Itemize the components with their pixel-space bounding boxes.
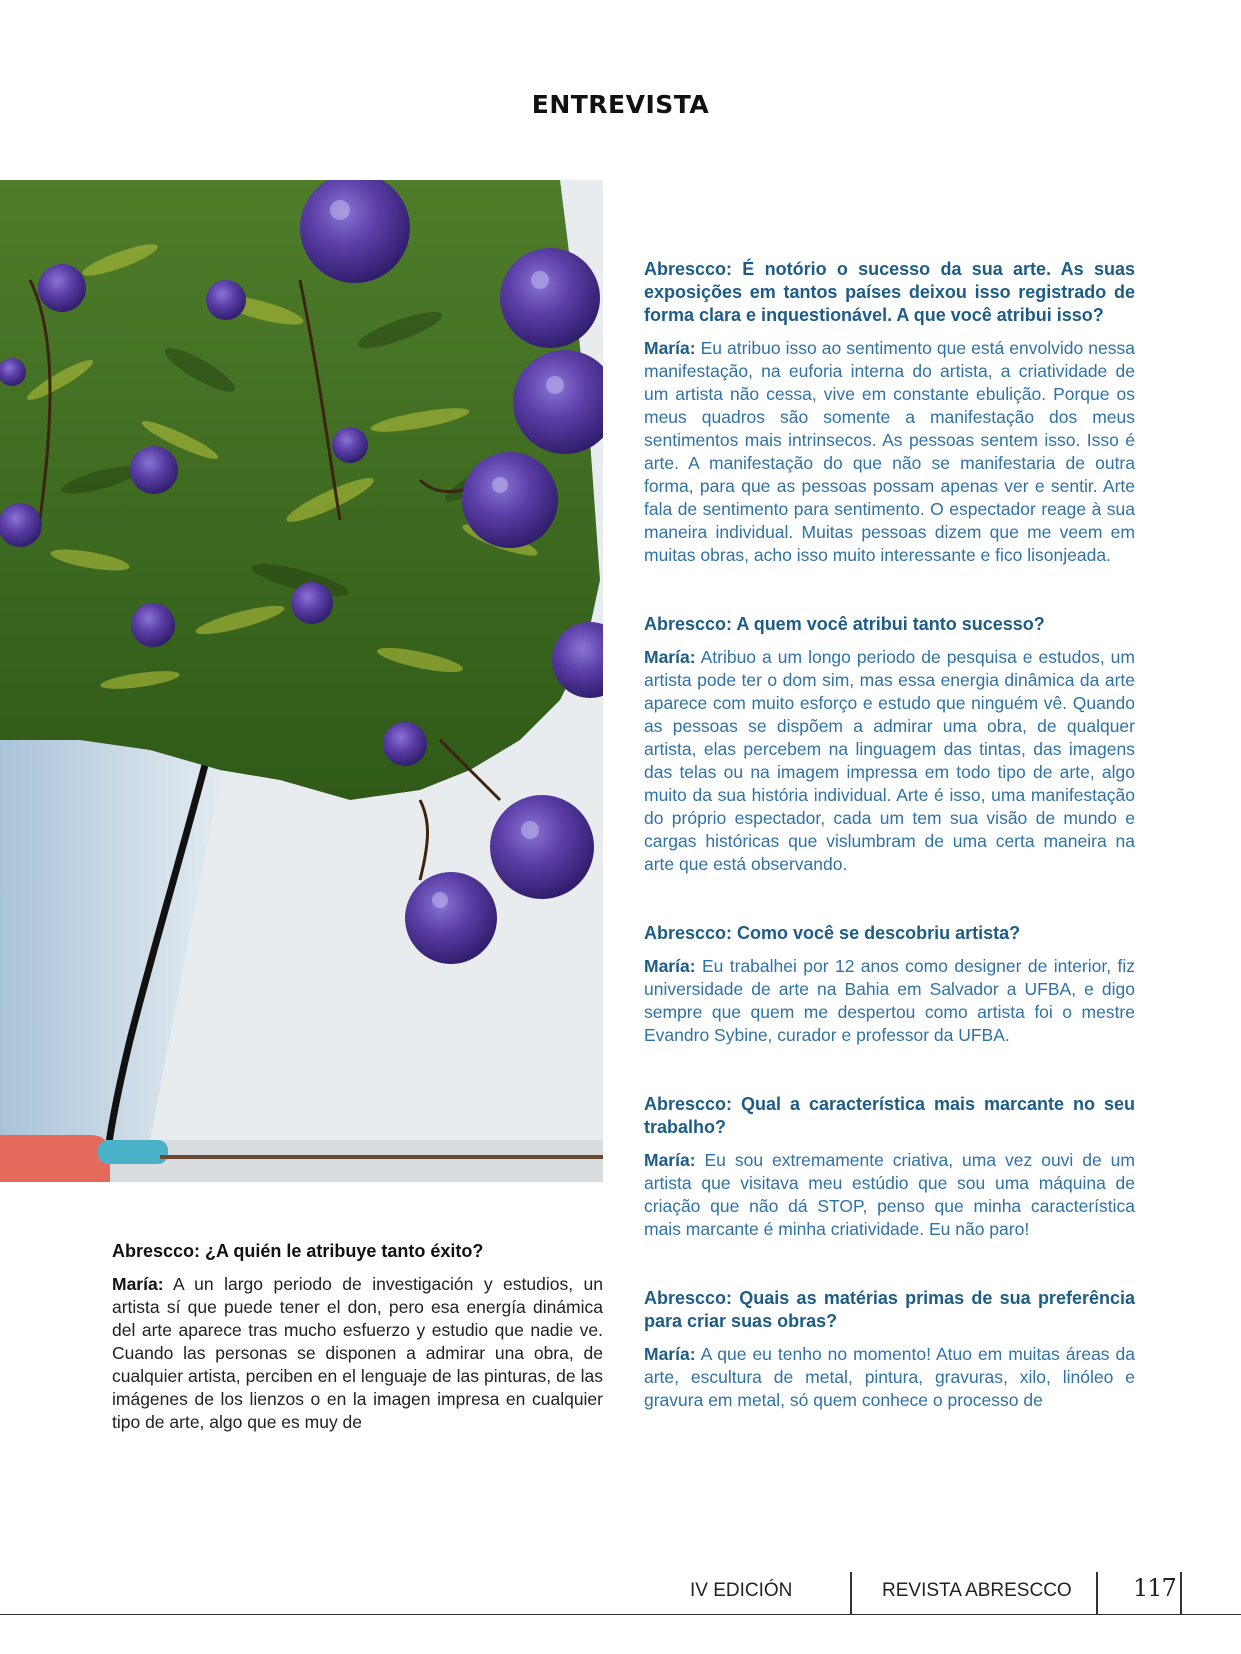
interview-answer: [644, 337, 1135, 567]
qa-block: [112, 1240, 603, 1434]
footer-magazine: REVISTA ABRESCCO: [882, 1580, 1072, 1601]
footer-divider: [1096, 1572, 1098, 1614]
interview-question: Abrescco: Como você se descobriu artista?: [644, 923, 1021, 943]
qa-block: [644, 258, 1135, 567]
speaker-label: María:: [112, 1274, 164, 1294]
speaker-label: María:: [644, 1150, 696, 1170]
answer-text: A un largo periodo de investigación y estudios, un artista sí que puede tener el don, pero esa energía dinámica del arte aparece tras mucho esfuerzo y estudio que nadie ve. Cuando las personas se disponen a admirar una obra, de cualquier artista, perciben en el lenguaje de las pinturas, de las imágenes de los lienzos o en la imagen impresa en cualquier tipo de arte, algo que es muy de: [112, 1274, 603, 1432]
left-column: [112, 1240, 603, 1434]
answer-text: A que eu tenho no momento! Atuo em muitas áreas da arte, escultura de metal, pintura, gravuras, xilo, linóleo e gravura em metal, só quem conhece o processo de: [644, 1344, 1136, 1410]
interview-answer: [644, 646, 1135, 876]
footer-divider: [850, 1572, 852, 1614]
interview-question: Abrescco: ¿A quién le atribuye tanto éxito?: [112, 1241, 484, 1261]
answer-text: Eu atribuo isso ao sentimento que está envolvido nessa manifestação, na euforia interna do artista, a criatividade de um artista não cessa, vive em constante ebulição. Porque os meus quadros são somente a manifestação dos meus sentimentos mais intrinsecos. As pessoas sentem isso. Isso é arte. A manifestação do que não se manifestaria de outra forma, para que as pessoas possam apenas ver e sentir. Arte fala de sentimento para sentimento. O espectador reage à sua maneira individual. Muitas pessoas dizem que me veem em muitas obras, acho isso muito interessante e fico lisonjeada.: [644, 338, 1135, 565]
interview-answer: [644, 1343, 1135, 1412]
footer-divider: [1180, 1572, 1182, 1614]
interview-question: Abrescco: Qual a característica mais marcante no seu trabalho?: [644, 1094, 1135, 1137]
page-title: ENTREVISTA: [531, 90, 710, 119]
footer-edition: IV EDICIÓN: [690, 1580, 793, 1601]
qa-block: [644, 613, 1135, 876]
speaker-label: María:: [644, 338, 696, 358]
answer-text: Atribuo a um longo periodo de pesquisa e estudos, um artista pode ter o dom sim, mas essa energia dinâmica da arte aparece com muito esforço e estudo que ninguém vê. Quando as pessoas se dispõem a admirar uma obra, de qualquer artista, elas percebem na linguagem das tintas, das imagens das telas ou na imagem impressa em todo tipo de arte, algo muito da sua história individual. Arte é isso, uma manifestação do próprio espectador, cada um tem sua visão de mundo e cargas históricas que vislumbram de uma certa maneira na arte que está observando.: [644, 647, 1135, 874]
qa-block: [644, 1287, 1135, 1412]
qa-block: [644, 922, 1135, 1047]
interview-answer: [644, 955, 1135, 1047]
painting-image: [0, 180, 603, 1182]
page-number: 117: [1133, 1574, 1176, 1602]
qa-block: [644, 1093, 1135, 1241]
interview-question: Abrescco: A quem você atribui tanto sucesso?: [644, 614, 1045, 634]
footer-rule: [0, 1614, 1241, 1615]
speaker-label: María:: [644, 956, 696, 976]
speaker-label: María:: [644, 647, 696, 667]
interview-answer: [644, 1149, 1135, 1241]
interview-answer: [112, 1273, 603, 1434]
interview-question: Abrescco: É notório o sucesso da sua arte. As suas exposições em tantos países deixou isso registrado de forma clara e inquestionável. A que você atribui isso?: [644, 259, 1135, 325]
speaker-label: María:: [644, 1344, 696, 1364]
interview-question: Abrescco: Quais as matérias primas de sua preferência para criar suas obras?: [644, 1288, 1135, 1331]
answer-text: Eu trabalhei por 12 anos como designer de interior, fiz universidade de arte na Bahia em Salvador a UFBA, e digo sempre que quem me despertou como artista foi o mestre Evandro Sybine, curador e professor da UFBA.: [644, 956, 1135, 1045]
answer-text: Eu sou extremamente criativa, uma vez ouvi de um artista que visitava meu estúdio que sou uma máquina de criação que não dá STOP, penso que minha característica mais marcante é minha criatividade. Eu não paro!: [644, 1150, 1135, 1239]
right-column: [644, 258, 1135, 1412]
